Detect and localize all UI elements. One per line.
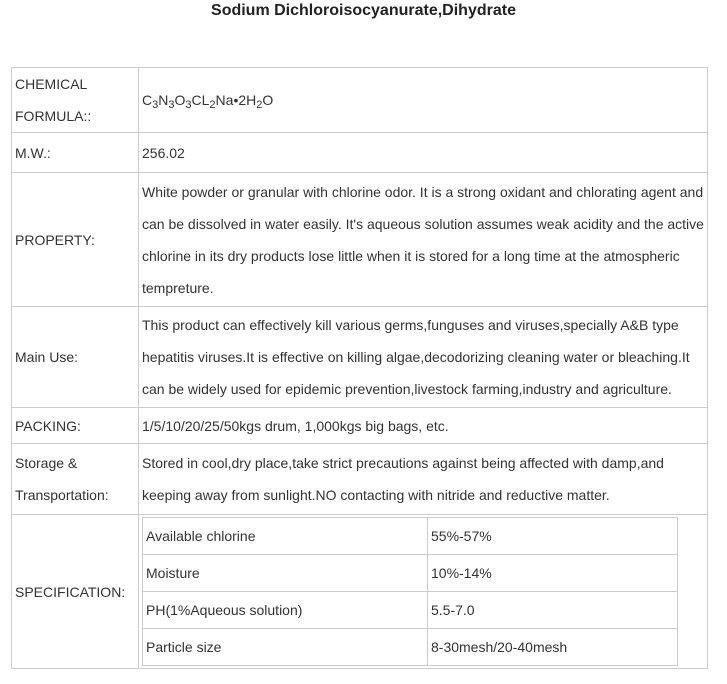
spec-item-value: 55%-57% <box>428 518 678 555</box>
specification-row <box>12 515 708 669</box>
storage-label: Storage & Transportation: <box>12 444 139 515</box>
spec-item-name: PH(1%Aqueous solution) <box>143 592 428 629</box>
spec-item-row <box>143 555 678 592</box>
mw-row <box>12 133 708 173</box>
spec-item-name: Available chlorine <box>143 518 428 555</box>
mw-value: 256.02 <box>139 133 708 173</box>
packing-label: PACKING: <box>12 408 139 444</box>
storage-row <box>12 444 708 515</box>
formula-label <box>12 68 139 133</box>
spec-item-row <box>143 592 678 629</box>
specification-table <box>142 517 678 666</box>
mw-label: M.W.: <box>12 133 139 173</box>
spec-item-value: 8-30mesh/20-40mesh <box>428 629 678 666</box>
formula-label-line1: CHEMICAL <box>15 76 88 92</box>
main-use-row <box>12 307 708 408</box>
specification-value <box>139 515 708 669</box>
packing-row <box>12 408 708 444</box>
specification-label: SPECIFICATION: <box>12 515 139 669</box>
main-use-value: This product can effectively kill various germs,funguses and viruses,specially A&B type hepatitis viruses.It is effective on killing algae,decodorizing cleaning water or bleaching.It can be widely used for epidemic prevention,livestock farming,industry and agriculture. <box>139 307 708 408</box>
page-title: Sodium Dichloroisocyanurate,Dihydrate <box>211 2 516 19</box>
main-use-label: Main Use: <box>12 307 139 408</box>
property-row <box>12 173 708 307</box>
formula-label-line2: FORMULA:: <box>15 108 92 124</box>
formula-value <box>139 68 708 133</box>
formula-row <box>12 68 708 133</box>
spec-item-name: Particle size <box>143 629 428 666</box>
spec-item-row <box>143 518 678 555</box>
chemical-formula: $C_3N_3O_3CL_2Na•2H_2O$ <box>142 92 274 111</box>
property-value: White powder or granular with chlorine odor. It is a strong oxidant and chlorating agent and can be dissolved in water easily. It's aqueous solution assumes weak acidity and the active chlorine in its dry products lose little when it is stored for a long time at the atmospheric tempreture. <box>139 173 708 307</box>
property-label: PROPERTY: <box>12 173 139 307</box>
spec-item-name: Moisture <box>143 555 428 592</box>
spec-item-value: 10%-14% <box>428 555 678 592</box>
storage-value: Stored in cool,dry place,take strict precautions against being affected with damp,and keeping away from sunlight.NO contacting with nitride and reductive matter. <box>139 444 708 515</box>
spec-item-row <box>143 629 678 666</box>
product-spec-table <box>11 67 708 669</box>
spec-item-value: 5.5-7.0 <box>428 592 678 629</box>
packing-value: 1/5/10/20/25/50kgs drum, 1,000kgs big bags, etc. <box>139 408 708 444</box>
